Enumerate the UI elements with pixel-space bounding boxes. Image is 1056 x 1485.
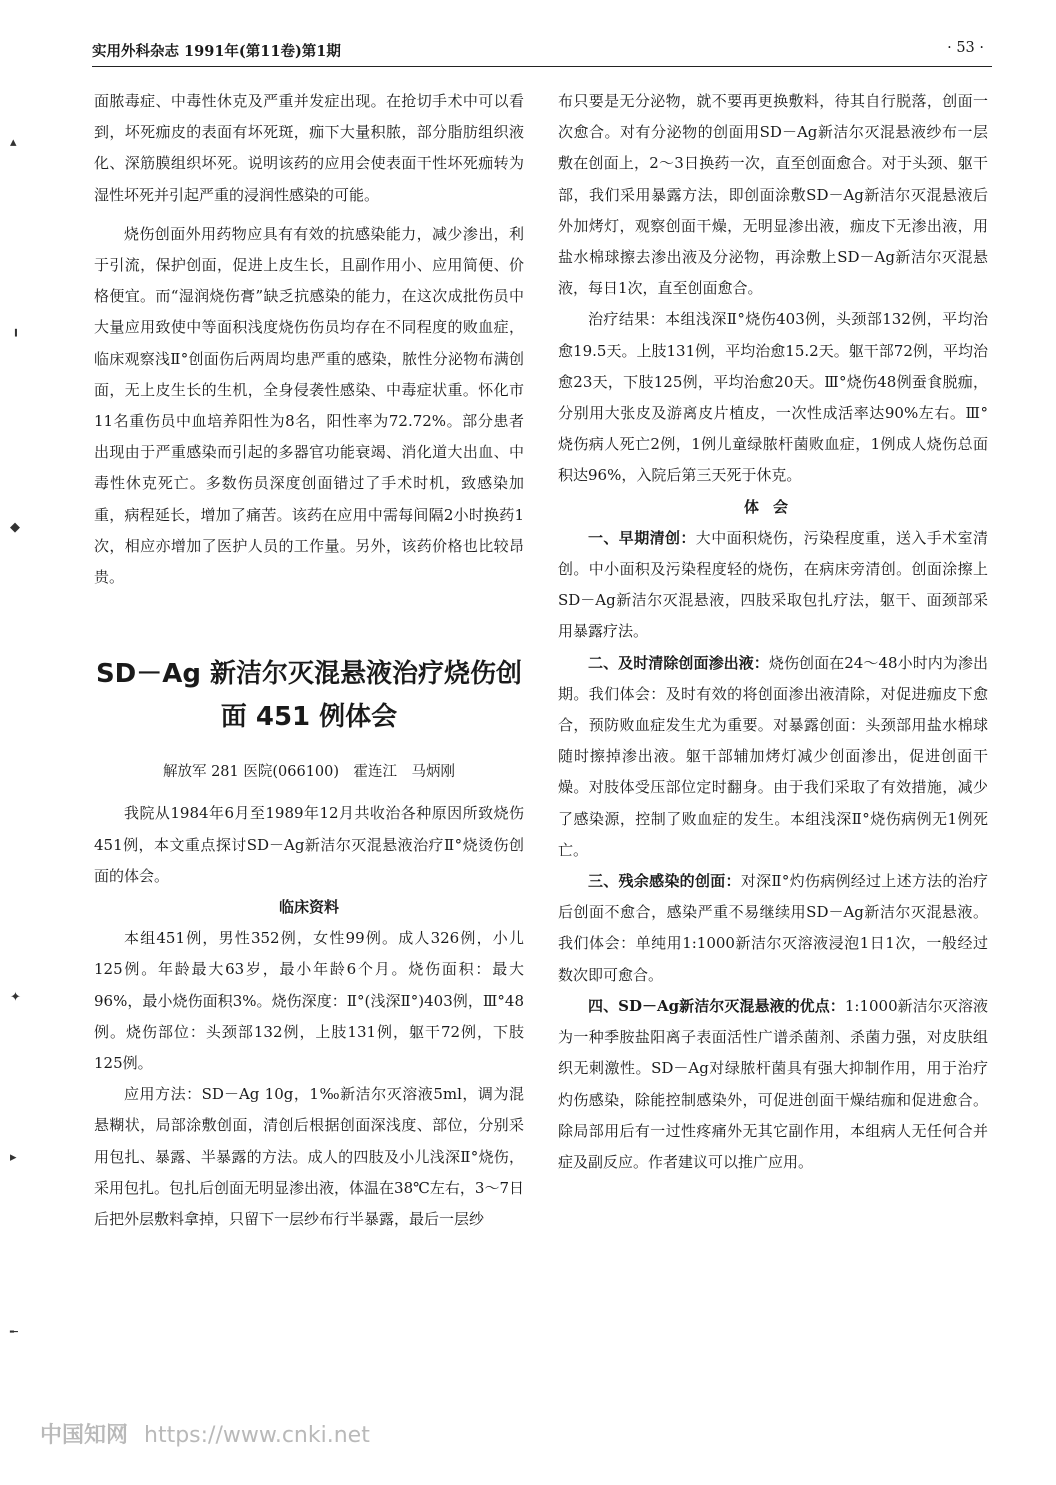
running-header xyxy=(92,36,992,67)
watermark-brand: 中国知网 xyxy=(40,1423,129,1448)
article-title: SD－Ag 新洁尔灭混悬液治疗烧伤创面 451 例体会 xyxy=(95,659,523,733)
page-number: · 53 · xyxy=(947,40,984,56)
paragraph: 治疗结果：本组浅深Ⅱ°烧伤403例，头颈部132例，平均治愈19.5天。上肢131例，平均治愈15.2天。躯干部72例，平均治愈23天，下肢125例，平均治愈20天。Ⅲ°烧伤48例蚕食脱痂，分别用大张皮及游离皮片植皮，一次性成活率达90%左右。Ⅲ°烧伤病人死亡2例，1例儿童绿脓杆菌败血症，1例成人烧伤总面积达96%，入院后第三天死于休克。 xyxy=(558,310,988,485)
margin-mark: ▸ xyxy=(10,1150,17,1165)
subheading: 二、及时清除创面渗出液： xyxy=(588,653,769,672)
watermark xyxy=(40,1418,370,1449)
paragraph: 面脓毒症、中毒性休克及严重并发症出现。在抢切手术中可以看到，坏死痂皮的表面有坏死斑，痂下大量积脓，部分脂肪组织液化、深筋膜组织坏死。说明该药的应用会使表面干性坏死痂转为湿性坏死并引起严重的浸润性感染的可能。 xyxy=(94,92,524,204)
paragraph-text: 大中面积烧伤，污染程度重，送入手术室清创。中小面积及污染程度轻的烧伤，在病床旁清创。创面涂擦上SD－Ag新洁尔灭混悬液，四肢采取包扎疗法，躯干、面颈部采用暴露疗法。 xyxy=(558,528,988,641)
margin-mark: ╹ xyxy=(12,330,20,345)
margin-mark: ▴ xyxy=(10,135,17,150)
margin-mark: ◆ xyxy=(10,520,20,535)
paragraph-text: 对深Ⅱ°灼伤病例经过上述方法的治疗后创面不愈合，感染严重不易继续用SD－Ag新洁尔灭混悬液。我们体会：单纯用1:1000新洁尔灭溶液浸泡1日1次，一般经过数次即可愈合。 xyxy=(558,872,988,984)
paragraph xyxy=(558,866,988,991)
paragraph: 应用方法：SD－Ag 10g，1‰新洁尔灭溶液5ml，调为混悬糊状，局部涂敷创面，清创后根据创面深浅度、部位，分别采用包扎、暴露、半暴露的方法。成人的四肢及小儿浅深Ⅱ°烧伤，采用包扎。包扎后创面无明显渗出液，体温在38℃左右，3～7日后把外层敷料拿掉，只留下一层纱布行半暴露，最后一层纱 xyxy=(94,1085,524,1229)
paragraph: 本组451例，男性352例，女性99例。成人326例，小儿125例。年龄最大63岁，最小年龄6个月。烧伤面积：最大96%，最小烧伤面积3%。烧伤深度：Ⅱ°(浅深Ⅱ°)403例，Ⅲ°48例。烧伤部位：头颈部132例，上肢131例，躯干72例，下肢125例。 xyxy=(94,929,524,1073)
subheading: 三、残余感染的创面： xyxy=(588,872,741,891)
left-column xyxy=(94,86,524,1235)
section-heading: 临床资料 xyxy=(278,898,339,917)
paragraph-text: 1:1000新洁尔灭溶液为一种季胺盐阳离子表面活性广谱杀菌剂、杀菌力强，对皮肤组织无刺激性。SD－Ag对绿脓杆菌具有强大抑制作用，用于治疗灼伤感染，除能控制感染外，可促进创面干燥结痂和促进愈合。除局部用后有一过性疼痛外无其它副作用，本组病人无任何合并症及副反应。作者建议可以推广应用。 xyxy=(558,996,988,1171)
paragraph xyxy=(558,648,988,866)
margin-mark: ╾ xyxy=(10,1325,18,1340)
subheading: 四、SD－Ag新洁尔灭混悬液的优点： xyxy=(588,996,845,1015)
paragraph xyxy=(558,523,988,648)
paragraph xyxy=(558,991,988,1178)
watermark-url: https://www.cnki.net xyxy=(144,1423,370,1448)
journal-name: 实用外科杂志 1991年(第11卷)第1期 xyxy=(92,43,341,60)
paragraph: 烧伤创面外用药物应具有有效的抗感染能力，减少渗出，利于引流，保护创面，促进上皮生长，且副作用小、应用简便、价格便宜。而“湿润烧伤膏”缺乏抗感染的能力，在这次成批伤员中大量应用致使中等面积浅度烧伤伤员均存在不同程度的败血症，临床观察浅Ⅱ°创面伤后两周均患严重的感染，脓性分泌物布满创面，无上皮生长的生机，全身侵袭性感染、中毒症状重。怀化市11名重伤员中血培养阳性为8名，阳性率为72.72%。部分患者出现由于严重感染而引起的多器官功能衰竭、消化道大出血、中毒性休克死亡。多数伤员深度创面错过了手术时机，致感染加重，病程延长，增加了痛苦。该药在应用中需每间隔2小时换药1次，相应亦增加了医护人员的工作量。另外，该药价格也比较昂贵。 xyxy=(94,224,524,587)
paragraph: 我院从1984年6月至1989年12月共收治各种原因所致烧伤451例，本文重点探讨SD－Ag新洁尔灭混悬液治疗Ⅱ°烧烫伤创面的体会。 xyxy=(94,804,524,885)
right-column xyxy=(558,86,988,1178)
section-heading: 体会 xyxy=(743,497,802,516)
margin-mark: ✦ xyxy=(10,990,21,1005)
paragraph-text: 烧伤创面在24～48小时内为渗出期。我们体会：及时有效的将创面渗出液清除，对促进痂皮下愈合，预防败血症发生尤为重要。对暴露创面：头颈部用盐水棉球随时擦掉渗出液。躯干部辅加烤灯减少创面渗出，促进创面干燥。对肢体受压部位定时翻身。由于我们采取了有效措施，减少了感染源，控制了败血症的发生。本组浅深Ⅱ°烧伤病例无1例死亡。 xyxy=(558,653,988,859)
article-authors: 解放军 281 医院(066100) 霍连江 马炳刚 xyxy=(162,764,456,781)
paragraph: 布只要是无分泌物，就不要再更换敷料，待其自行脱落，创面一次愈合。对有分泌物的创面用SD－Ag新洁尔灭混悬液纱布一层敷在创面上，2～3日换药一次，直至创面愈合。对于头颈、躯干部，我们采用暴露方法，即创面涂敷SD－Ag新洁尔灭混悬液后外加烤灯，观察创面干燥，无明显渗出液，痂皮下无渗出液，用盐水棉球擦去渗出液及分泌物，再涂敷上SD－Ag新洁尔灭混悬液，每日1次，直至创面愈合。 xyxy=(558,92,988,298)
subheading: 一、早期清创： xyxy=(588,528,696,547)
